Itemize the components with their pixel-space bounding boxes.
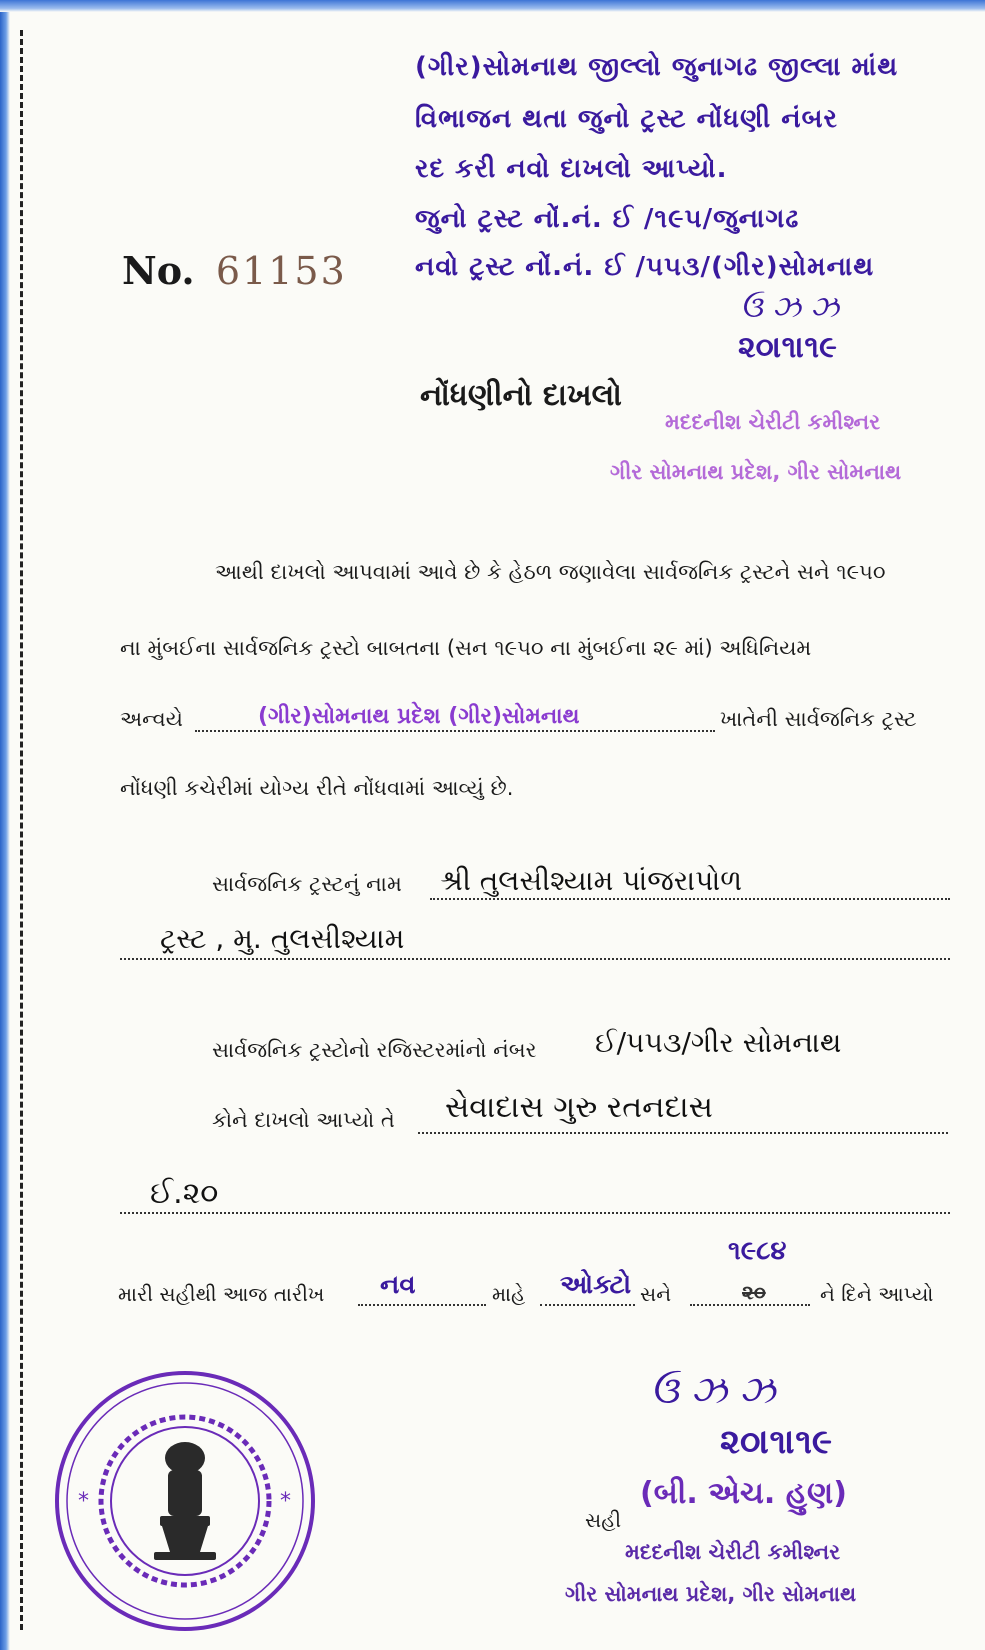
signatory-designation: મદદનીશ ચેરીટી કમીશ્નર [625, 1540, 841, 1564]
annotation-line: રદ કરી નવો દાખલો આપ્યો. [415, 154, 728, 184]
signature-label: સહી [585, 1508, 622, 1532]
certificate-number [122, 248, 347, 293]
date-year-struck: ૨૦ [742, 1280, 766, 1304]
certificate-number-value: 61153 [215, 249, 347, 293]
trust-name-value-continued: ટ્રસ્ટ , મુ. તુલસીશ્યામ [160, 922, 405, 955]
paragraph-line: આથી દાખલો આપવામાં આવે છે કે હેઠળ જણાવેલા સાર્વજનિક ટ્રસ્ટને સને ૧૯૫૦ [215, 560, 886, 584]
scan-top-edge [0, 0, 985, 12]
scan-left-edge [0, 0, 10, 1650]
date-year-value: ૧૯૮૪ [728, 1236, 787, 1266]
paragraph-line: ના મુંબઈના સાર્વજનિક ટ્રસ્ટો બાબતના (સન ૧૯૫૦ ના મુંબઈના ૨૯ માં) અધિનિયમ [120, 636, 812, 660]
issued-to-label: કોને દાખલો આપ્યો તે [212, 1108, 395, 1132]
issued-to-value-continued: ઈ.૨૦ [150, 1176, 219, 1211]
paragraph-line: નોંધણી કચેરીમાં યોગ્ય રીતે નોંધવામાં આવ્યું છે. [120, 776, 514, 800]
dotted-fill-line [690, 1304, 810, 1306]
annotation-date: ૨૦।૧।૧૯ [738, 330, 837, 365]
perforation-line [20, 30, 23, 1630]
paragraph-line-suffix: ખાતેની સાર્વજનિક ટ્રસ્ટ [720, 707, 917, 731]
month-label: માહે [492, 1282, 526, 1306]
annotation-initials: ઉ ઝ ઝ [740, 290, 839, 325]
official-seal-icon [50, 1366, 320, 1636]
dotted-fill-line [120, 1212, 950, 1214]
trust-name-label: સાર્વજનિક ટ્રસ્ટનું નામ [212, 872, 402, 896]
svg-text:*: * [280, 1489, 291, 1514]
date-closing-label: ને દિને આપ્યો [820, 1282, 934, 1306]
signature-scribble: ઉ ઝ ઝ [650, 1368, 776, 1412]
dotted-fill-line [430, 898, 950, 900]
registration-office-fill: (ગીર)સોમનાથ પ્રદેશ (ગીર)સોમનાથ [258, 704, 580, 729]
date-label: મારી સહીથી આજ તારીખ [118, 1282, 325, 1306]
dotted-fill-line [418, 1132, 948, 1134]
annotation-line: (ગીર)સોમનાથ જીલ્લો જુનાગઢ જીલ્લા માંથ [415, 52, 899, 82]
year-label: સને [640, 1282, 672, 1306]
paragraph-line-prefix: અન્વયે [120, 707, 183, 731]
signatory-office: ગીર સોમનાથ પ્રદેશ, ગીર સોમનાથ [565, 1582, 857, 1606]
certificate-number-label: No. [122, 248, 195, 293]
dotted-fill-line [358, 1304, 486, 1306]
date-month-value: ઓક્ટો [560, 1270, 632, 1300]
register-number-label: સાર્વજનિક ટ્રસ્ટોનો રજિસ્ટરમાંનો નંબર [212, 1038, 537, 1062]
office-stamp-line2: ગીર સોમનાથ પ્રદેશ, ગીર સોમનાથ [610, 460, 902, 484]
office-stamp-line1: મદદનીશ ચેરીટી કમીશ્નર [665, 410, 881, 434]
annotation-line: વિભાજન થતા જુનો ટ્રસ્ટ નોંધણી નંબર [415, 104, 838, 134]
dotted-fill-line [195, 730, 715, 732]
trust-name-value: શ્રી તુલસીશ્યામ પાંજરાપોળ [440, 864, 743, 897]
dotted-fill-line [540, 1304, 635, 1306]
annotation-line: જુનો ટ્રસ્ટ નોં.નં. ઈ /૧૯૫/જુનાગઢ [415, 204, 800, 234]
page-title: નોંધણીનો દાખલો [420, 378, 622, 413]
annotation-line: નવો ટ્રસ્ટ નોં.નં. ઈ /૫૫૩/(ગીર)સોમનાથ [415, 252, 875, 282]
register-number-value: ઈ/૫૫૩/ગીર સોમનાથ [595, 1026, 842, 1059]
signature-date: ૨૦।૧।૧૯ [720, 1422, 833, 1462]
date-day-value: નવ [380, 1270, 416, 1300]
issued-to-value: સેવાદાસ ગુરુ રતનદાસ [445, 1090, 713, 1125]
signatory-name: (બી. એચ. હુણ) [640, 1476, 847, 1511]
dotted-fill-line [120, 958, 950, 960]
svg-text:*: * [78, 1489, 89, 1514]
